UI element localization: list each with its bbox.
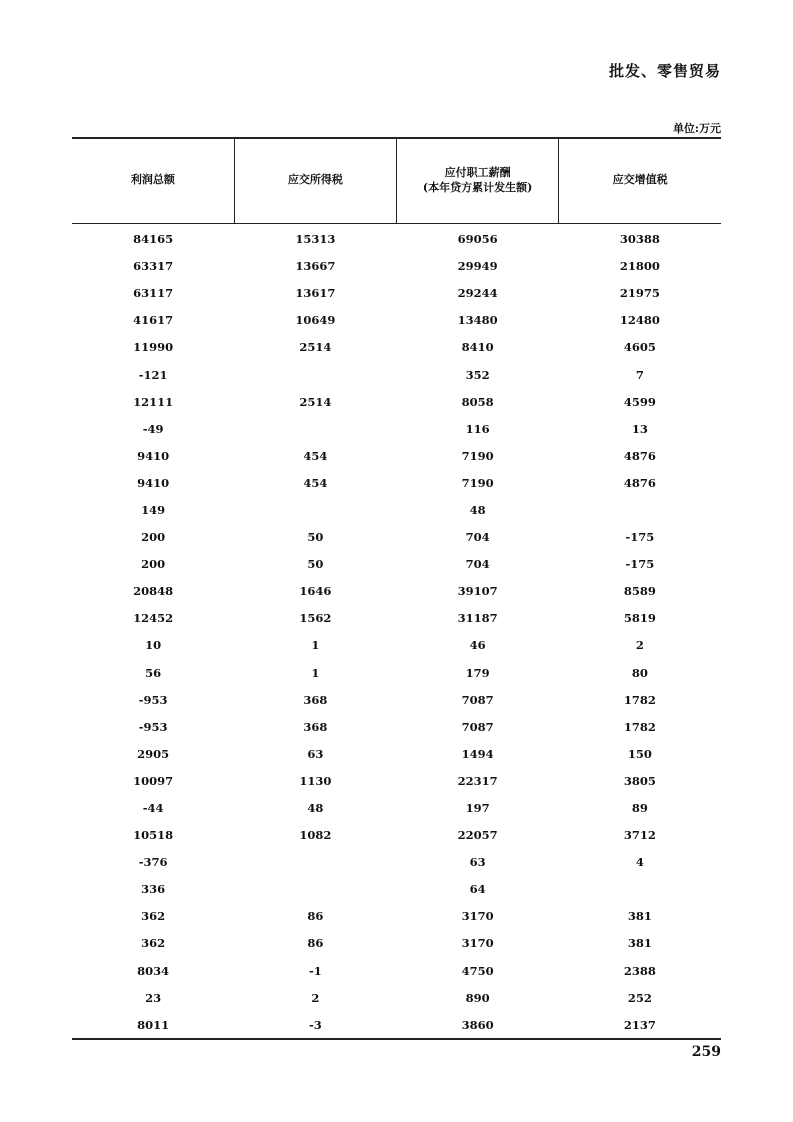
- table-cell: 2137: [623, 1017, 656, 1032]
- table-cell: 8034: [137, 963, 170, 978]
- table-cell: [234, 849, 396, 876]
- table-cell: 8589: [623, 584, 656, 599]
- table-cell: 11990: [133, 340, 174, 355]
- table-cell: 10649: [295, 313, 336, 328]
- table-row: [72, 307, 721, 334]
- header-row: [72, 138, 721, 223]
- table-cell: 2905: [137, 746, 170, 761]
- table-cell: -376: [138, 855, 168, 870]
- table-cell: 3860: [461, 1017, 494, 1032]
- table-cell: 63117: [133, 286, 174, 301]
- table-row: [72, 524, 721, 551]
- table-cell: 21800: [619, 259, 660, 274]
- table-cell: 200: [141, 557, 166, 572]
- table-cell: 1: [311, 665, 320, 680]
- table-cell: 10097: [133, 773, 174, 788]
- table-cell: -953: [138, 719, 168, 734]
- table-cell: 336: [141, 882, 166, 897]
- table-cell: 197: [465, 801, 490, 816]
- table-cell: 381: [627, 936, 652, 951]
- table-cell: 179: [465, 665, 490, 680]
- page-number: 259: [691, 1044, 721, 1060]
- table-cell: 368: [303, 719, 328, 734]
- table-cell: 150: [627, 746, 652, 761]
- table-cell: 352: [465, 367, 490, 382]
- table-cell: 63: [469, 855, 486, 870]
- table-cell: 3712: [623, 828, 656, 843]
- table-cell: 1494: [461, 746, 494, 761]
- table-cell: 9410: [137, 475, 170, 490]
- table-cell: 149: [141, 502, 166, 517]
- table-row: [72, 686, 721, 713]
- table-row: [72, 253, 721, 280]
- table-cell: 7190: [461, 475, 494, 490]
- table-cell: 12480: [619, 313, 660, 328]
- table-cell: 2: [635, 638, 644, 653]
- table-row: [72, 957, 721, 984]
- table-cell: 1130: [299, 773, 332, 788]
- table-cell: 2514: [299, 340, 332, 355]
- table-cell: [234, 496, 396, 523]
- table-row: [72, 632, 721, 659]
- table-cell: 39107: [457, 584, 498, 599]
- table-cell: 31187: [457, 611, 498, 626]
- table-cell: 4599: [623, 394, 656, 409]
- table-cell: 8410: [461, 340, 494, 355]
- table-cell: 368: [303, 692, 328, 707]
- table-cell: 29244: [457, 286, 498, 301]
- table-cell: 1: [311, 638, 320, 653]
- table-row: [72, 361, 721, 388]
- table-cell: 252: [627, 990, 652, 1005]
- running-title: 批发、零售贸易: [608, 62, 721, 80]
- table-row: [72, 849, 721, 876]
- table-cell: 48: [307, 801, 324, 816]
- table-row: [72, 605, 721, 632]
- column-header-label: 利润总额: [130, 173, 175, 187]
- table-cell: [234, 361, 396, 388]
- table-cell: 20848: [133, 584, 174, 599]
- table-cell: [559, 876, 721, 903]
- table-cell: 1782: [623, 692, 656, 707]
- table-cell: 84165: [133, 232, 174, 247]
- table-cell: -953: [138, 692, 168, 707]
- table-row: [72, 903, 721, 930]
- table-cell: 890: [465, 990, 490, 1005]
- table-row: [72, 496, 721, 523]
- table-cell: [234, 415, 396, 442]
- table-cell: 5819: [623, 611, 656, 626]
- table-cell: 1646: [299, 584, 332, 599]
- table-cell: -1: [308, 963, 322, 978]
- table-cell: -121: [138, 367, 168, 382]
- column-header-label: 应付职工薪酬: [444, 165, 511, 179]
- table-cell: 8058: [461, 394, 494, 409]
- table-cell: 7087: [461, 719, 494, 734]
- table-cell: 2514: [299, 394, 332, 409]
- table-cell: 704: [465, 530, 490, 545]
- table-cell: 15313: [295, 232, 336, 247]
- table-cell: 64: [469, 882, 486, 897]
- table-cell: 13617: [295, 286, 336, 301]
- table-cell: 80: [631, 665, 648, 680]
- statistics-table-container: [72, 137, 721, 1040]
- table-cell: 2: [311, 990, 320, 1005]
- table-cell: -175: [625, 530, 655, 545]
- table-row: [72, 469, 721, 496]
- table-row: [72, 740, 721, 767]
- table-cell: 704: [465, 557, 490, 572]
- column-header-income-tax: [234, 138, 396, 223]
- table-cell: 116: [465, 421, 490, 436]
- table-cell: 362: [141, 909, 166, 924]
- table-cell: 30388: [619, 232, 660, 247]
- statistics-table: [72, 137, 721, 1038]
- table-cell: 10: [145, 638, 162, 653]
- table-cell: 12452: [133, 611, 174, 626]
- table-cell: 4750: [461, 963, 494, 978]
- table-row: [72, 822, 721, 849]
- table-row: [72, 334, 721, 361]
- table-cell: 454: [303, 475, 328, 490]
- table-cell: 69056: [457, 232, 498, 247]
- table-cell: 63: [307, 746, 324, 761]
- table-cell: -175: [625, 557, 655, 572]
- table-cell: 1782: [623, 719, 656, 734]
- table-cell: 50: [307, 530, 324, 545]
- table-cell: 454: [303, 448, 328, 463]
- table-cell: 4605: [623, 340, 656, 355]
- table-cell: 22317: [457, 773, 498, 788]
- table-row: [72, 659, 721, 686]
- table-bottom-rule: [72, 1038, 721, 1040]
- table-cell: -3: [308, 1017, 322, 1032]
- table-cell: 56: [145, 665, 162, 680]
- table-row: [72, 223, 721, 253]
- table-cell: 3805: [623, 773, 656, 788]
- table-cell: 22057: [457, 828, 498, 843]
- table-row: [72, 794, 721, 821]
- table-cell: [234, 876, 396, 903]
- table-row: [72, 415, 721, 442]
- table-cell: 7087: [461, 692, 494, 707]
- table-cell: 48: [469, 502, 486, 517]
- column-header-label: 应交所得税: [287, 173, 343, 187]
- table-cell: 7: [635, 367, 644, 382]
- table-cell: 13480: [457, 313, 498, 328]
- table-cell: 13667: [295, 259, 336, 274]
- table-row: [72, 713, 721, 740]
- table-cell: 200: [141, 530, 166, 545]
- table-cell: 63317: [133, 259, 174, 274]
- table-cell: 21975: [619, 286, 660, 301]
- table-cell: 3170: [461, 909, 494, 924]
- table-cell: 4: [635, 855, 644, 870]
- table-cell: 23: [145, 990, 162, 1005]
- table-cell: 9410: [137, 448, 170, 463]
- table-cell: 4876: [623, 475, 656, 490]
- table-cell: 2388: [623, 963, 656, 978]
- table-cell: -49: [142, 421, 164, 436]
- table-cell: 12111: [133, 394, 174, 409]
- table-row: [72, 1011, 721, 1038]
- table-cell: 3170: [461, 936, 494, 951]
- table-cell: 362: [141, 936, 166, 951]
- unit-label: 单位:万元: [672, 122, 721, 135]
- column-header-sublabel: (本年贷方累计发生额): [422, 180, 533, 194]
- table-row: [72, 930, 721, 957]
- column-header-label: 应交增值税: [612, 173, 668, 187]
- table-cell: [559, 496, 721, 523]
- table-cell: 4876: [623, 448, 656, 463]
- table-cell: 86: [307, 936, 324, 951]
- table-row: [72, 767, 721, 794]
- table-row: [72, 388, 721, 415]
- table-cell: 41617: [133, 313, 174, 328]
- table-row: [72, 578, 721, 605]
- table-cell: 1082: [299, 828, 332, 843]
- table-cell: 86: [307, 909, 324, 924]
- table-cell: -44: [142, 801, 164, 816]
- table-cell: 10518: [133, 828, 174, 843]
- table-cell: 89: [631, 801, 648, 816]
- table-body: [72, 223, 721, 1038]
- table-cell: 1562: [299, 611, 332, 626]
- column-header-payroll: [397, 138, 559, 223]
- table-cell: 46: [469, 638, 486, 653]
- table-row: [72, 876, 721, 903]
- table-row: [72, 280, 721, 307]
- table-row: [72, 442, 721, 469]
- table-cell: 13: [631, 421, 648, 436]
- table-cell: 7190: [461, 448, 494, 463]
- table-cell: 50: [307, 557, 324, 572]
- table-row: [72, 551, 721, 578]
- table-cell: 8011: [137, 1017, 170, 1032]
- column-header-total-profit: [72, 138, 234, 223]
- table-cell: 29949: [457, 259, 498, 274]
- table-cell: 381: [627, 909, 652, 924]
- table-row: [72, 984, 721, 1011]
- column-header-vat: [559, 138, 721, 223]
